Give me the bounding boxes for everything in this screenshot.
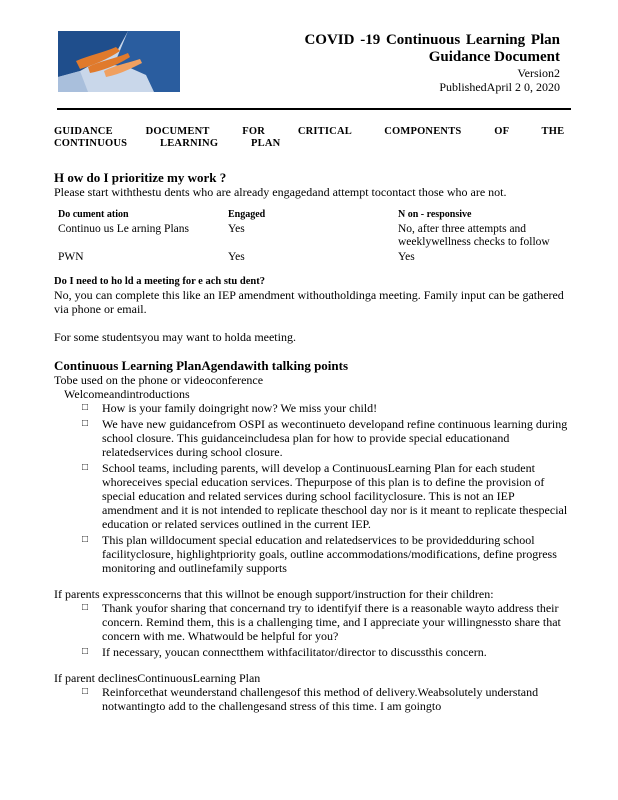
header-rule <box>57 108 571 110</box>
bullet-icon: □ <box>82 686 89 697</box>
bullet-icon: □ <box>82 418 89 429</box>
list-item: □ We have new guidancefrom OSPI as wecontinueto developand refine continuous learning during school closure. This guidanceincludesa plan for how to provide special educationand relatedservices during school closure. <box>82 417 568 459</box>
table-row <box>54 223 558 251</box>
version-label: Version2 <box>517 66 560 80</box>
agenda-welcome: Welcomeandintroductions <box>64 387 190 401</box>
guidance-heading: GUIDANCE DOCUMENT FOR CRITICAL COMPONENTS OF THE CONTINUOUS LEARNING PLAN <box>54 126 565 149</box>
table-cell: Continuo us Le arning Plans <box>58 223 189 235</box>
table-cell: PWN <box>58 251 84 263</box>
concerns-intro: If parents expressconcerns that this willnot be enough support/instruction for their children: <box>54 587 494 601</box>
declines-intro: If parent declinesContinuousLearning Plan <box>54 671 261 685</box>
bullet-icon: □ <box>82 646 89 657</box>
list-item: □ This plan willdocument special education and relatedservices to be providedduring school facilityclosure, highlightpriority goals, outline accommodations/modifications, define progress monitoring and outlinefamily supports <box>82 533 557 575</box>
meeting-question: Do I need to ho ld a meeting for e ach stu dent? <box>54 276 265 287</box>
bullet-icon: □ <box>82 534 89 545</box>
concerns-bullet-list <box>54 601 570 659</box>
col-engaged: Engaged <box>228 209 266 220</box>
documentation-table <box>54 209 558 266</box>
bullet-icon: □ <box>82 402 89 413</box>
district-logo <box>58 31 180 92</box>
title-line-2: Guidance Document <box>428 49 560 65</box>
table-cell: Yes <box>228 251 245 263</box>
list-item: □ If necessary, youcan connectthem withfacilitator/director to discussthis concern. <box>82 645 487 659</box>
table-cell: Yes <box>228 223 245 235</box>
bullet-icon: □ <box>82 462 89 473</box>
bullet-icon: □ <box>82 602 89 613</box>
prioritize-text: Please start withthestu dents who are already engagedand attempt tocontact those who are not. <box>54 185 507 199</box>
list-item: □ Thank youfor sharing that concernand try to identifyif there is a reasonable wayto address their concern. Remind them, this is a challenging time, and I appreciate your willingnessto share that concern with me. Whatwould be helpful for you? <box>82 601 561 643</box>
document-body <box>54 126 570 715</box>
list-item: □ School teams, including parents, will develop a ContinuousLearning Plan for each student whoreceives special education services. Thepurpose of this plan is to define the provision of special education and related services during school facilityclosure. This is not an IEP amendment and it is not intended to replicate theschool day nor is it meant to replicate thespecial education or related services outlined in the current IEP. <box>82 461 568 531</box>
col-documentation: Do cument ation <box>58 209 129 220</box>
list-item: □ How is your family doingright now? We miss your child! <box>82 401 378 415</box>
document-title <box>230 32 560 94</box>
col-nonresponsive: N on - responsive <box>398 209 472 220</box>
meeting-answer: No, you can complete this like an IEP amendment withoutholdinga meeting. Family input can be gathered via phone or email. <box>54 288 564 316</box>
prioritize-heading: H ow do I prioritize my work ? <box>54 170 227 185</box>
list-item: □ Reinforcethat weunderstand challengesof this method of delivery.Weabsolutely understand notwantingto add to the challengesand stress of this time. I am goingto <box>82 685 539 713</box>
agenda-intro: Tobe used on the phone or videoconference <box>54 373 264 387</box>
meeting-note: For some studentsyou may want to holda meeting. <box>54 330 296 344</box>
published-date: PublishedApril 2 0, 2020 <box>439 80 560 94</box>
title-line-1: COVID -19 Continuous Learning Plan <box>304 32 560 48</box>
agenda-heading: Continuous Learning PlanAgendawith talking points <box>54 358 349 373</box>
table-row <box>54 251 558 266</box>
table-cell: No, after three attempts and weeklywellness checks to follow <box>398 223 550 248</box>
table-cell: Yes <box>398 251 415 263</box>
agenda-bullet-list <box>54 401 570 575</box>
declines-bullet-list <box>54 685 570 713</box>
